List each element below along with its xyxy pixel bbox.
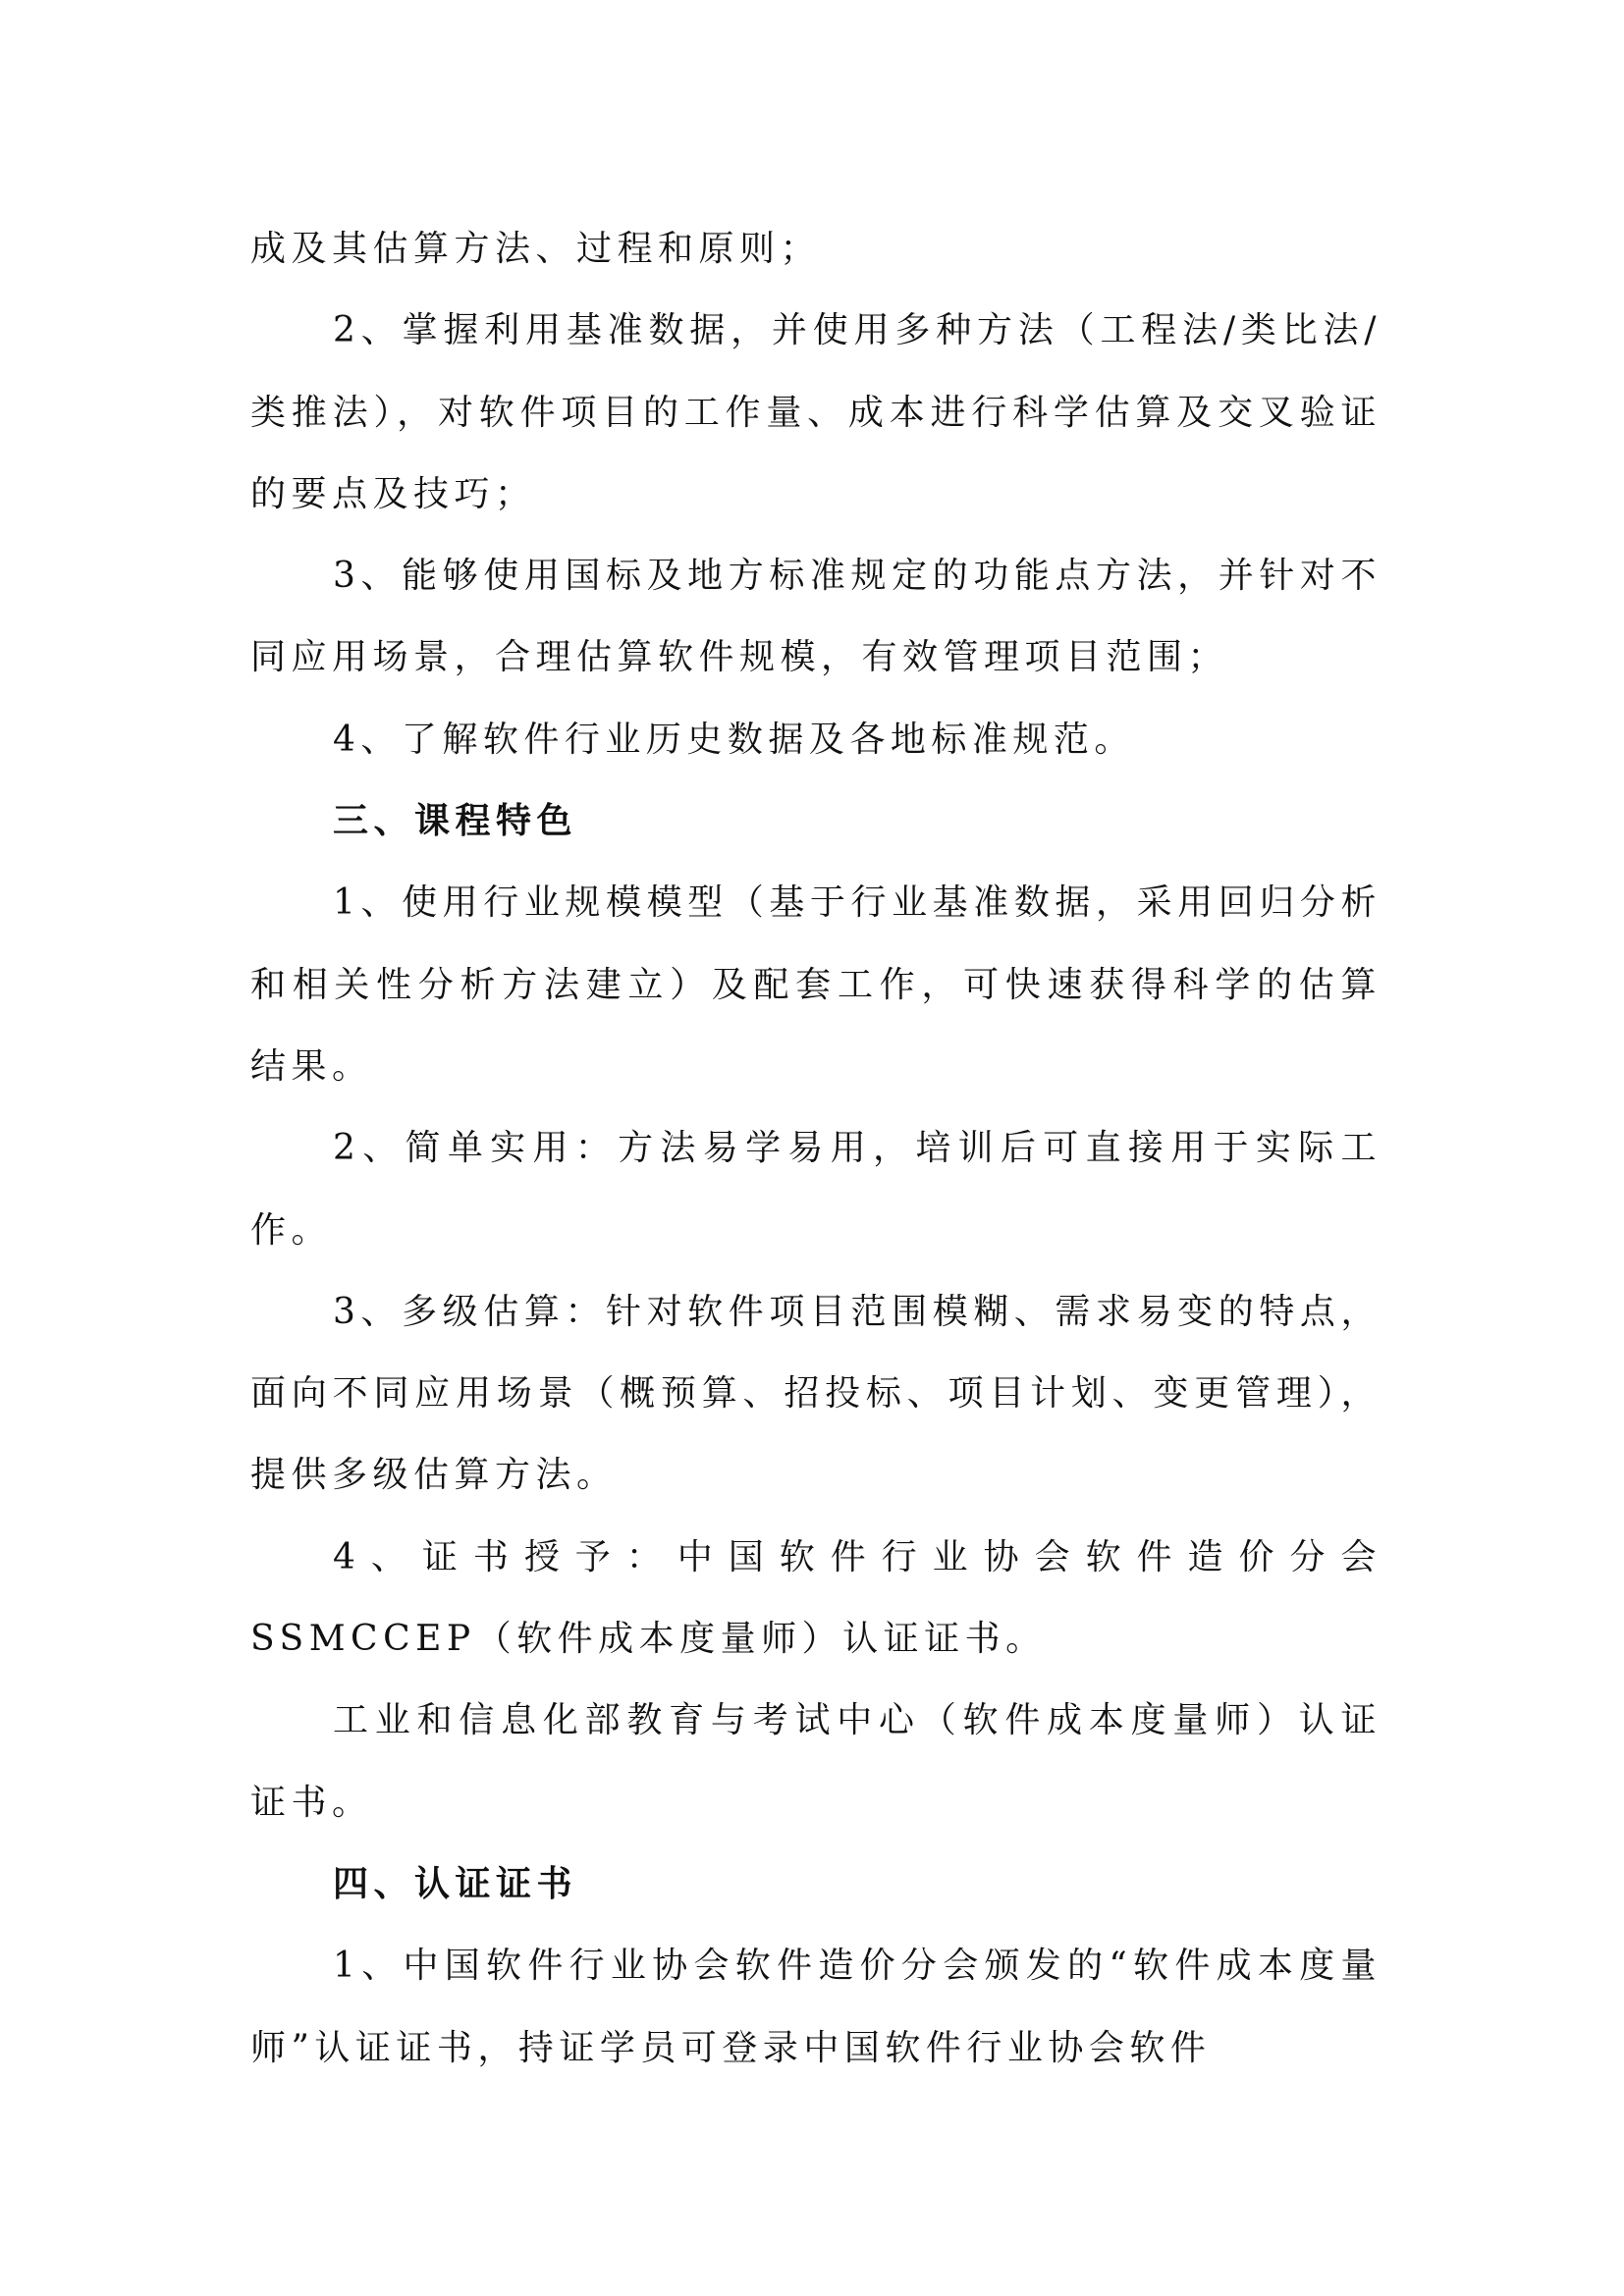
paragraph-objective-4: 4、了解软件行业历史数据及各地标准规范。 xyxy=(333,719,1135,760)
paragraph-feature-2: 2、简单实用：方法易学易用，培训后可直接用于实际工作。 xyxy=(250,1128,1381,1251)
paragraph-objective-3: 3、能够使用国标及地方标准规定的功能点方法，并针对不同应用场景，合理估算软件规模，有效管理项目范围； xyxy=(250,556,1381,678)
paragraph-feature-4-cont: 工业和信息化部教育与考试中心（软件成本度量师）认证证书。 xyxy=(250,1700,1381,1823)
section-heading-course-features: 三、课程特色 xyxy=(333,801,578,842)
paragraph-certification-1: 1、中国软件行业协会软件造价分会颁发的“软件成本度量师”认证证书，持证学员可登录中国软件行业协会软件 xyxy=(250,1946,1381,2068)
section-heading-certification: 四、认证证书 xyxy=(333,1863,578,1904)
paragraph-feature-4: 4、证书授予：中国软件行业协会软件造价分会 SSMCCEP（软件成本度量师）认证证书。 xyxy=(250,1536,1381,1660)
paragraph-feature-3: 3、多级估算：针对软件项目范围模糊、需求易变的特点，面向不同应用场景（概预算、招投标、项目计划、变更管理），提供多级估算方法。 xyxy=(250,1291,1381,1496)
paragraph-objective-2: 2、掌握利用基准数据，并使用多种方法（工程法/类比法/类推法），对软件项目的工作量、成本进行科学估算及交叉验证的要点及技巧； xyxy=(250,310,1381,514)
paragraph-continuation: 成及其估算方法、过程和原则； xyxy=(250,229,822,269)
document-page xyxy=(250,208,1381,2089)
paragraph-feature-1: 1、使用行业规模模型（基于行业基准数据，采用回归分析和相关性分析方法建立）及配套工作，可快速获得科学的估算结果。 xyxy=(250,882,1381,1087)
